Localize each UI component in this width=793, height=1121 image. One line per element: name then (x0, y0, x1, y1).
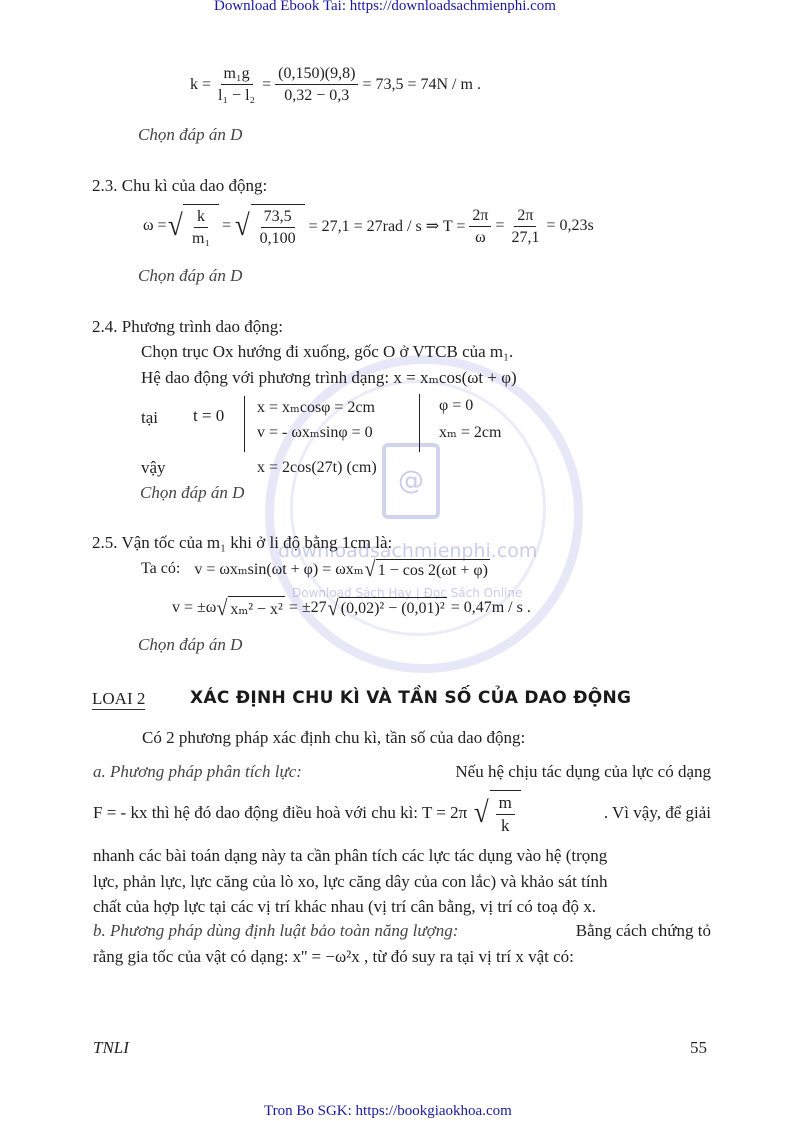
sqrt-body: (0,02)² − (0,01)² (339, 597, 447, 618)
cond-line: x = xₘcosφ = 2cm (257, 399, 375, 416)
x-equation: x = 2cos(27t) (cm) (257, 459, 377, 476)
t-result: = 0,23s (546, 217, 594, 235)
k-label: k = (190, 75, 212, 93)
t0-label: t = 0 (193, 406, 225, 425)
watermark-tagline: Download Sách Hay | Đọc Sách Online (292, 586, 523, 600)
formula-text: F = - kx thì hệ đó dao động điều hoà với chu kì: T = 2π (93, 803, 468, 823)
paragraph-line: lực, phản lực, lực căng của lò xo, lực căng dây của con lắc) và khảo sát tính (93, 872, 608, 891)
v-expr: v = ωxₘsin(ωt + φ) = ωxₘ (194, 561, 364, 578)
paragraph-line: rằng gia tốc của vật có dạng: x'' = −ω²x , từ đó suy ra tại vị trí x vật có: (93, 947, 574, 966)
frac-den: ω (475, 228, 486, 246)
system-bar-right (419, 394, 420, 452)
frac-den: l₁ − l₂ (218, 87, 256, 105)
cond-result: xₘ = 2cm (439, 424, 502, 441)
sqrt-body: xₘ² − x² (228, 596, 284, 619)
section-title: 2.5. Vận tốc của m₁ khi ở li độ bằng 1cm là: (92, 533, 393, 552)
header-link[interactable]: Download Ebook Tai: https://downloadsachmienphi.com (214, 0, 556, 14)
paragraph-line: chất của hợp lực tại các vị trí khác nhau (vị trí cân bằng, vị trí có toạ độ x. (93, 897, 596, 916)
sqrt-body: 1 − cos 2(ωt + φ) (376, 559, 490, 580)
intro-line: Có 2 phương pháp xác định chu kì, tần số của dao động: (142, 728, 526, 747)
v-result: = 0,47m / s . (450, 598, 531, 616)
watermark-site: downloadsachmienphi.com (278, 540, 538, 562)
frac-num: 2π (469, 206, 491, 227)
formula-line: F = - kx thì hệ đó dao động điều hoà với chu kì: T = 2π √ $\frac{m}{k}$ . Vì vậy, để giải (93, 790, 711, 837)
v-label: v = ±ω (172, 598, 217, 616)
frac-den: 0,100 (259, 230, 296, 248)
method-b-label: b. Phương pháp dùng định luật bảo toàn năng lượng: (93, 921, 459, 940)
frac-num: 73,5 (261, 207, 295, 228)
vay-label: vậy (141, 458, 166, 477)
frac-num: m₁g (221, 64, 253, 85)
section-title: 2.3. Chu kì của dao động: (92, 176, 268, 195)
method-a-text: Nếu hệ chịu tác dụng của lực có dạng (455, 762, 711, 781)
tai-label: tại (141, 408, 158, 427)
frac-den: k (501, 816, 510, 836)
footer-link[interactable]: Tron Bo SGK: https://bookgiaokhoa.com (264, 1103, 512, 1119)
answer-choice: Chọn đáp án D (140, 483, 245, 502)
method-b-text: Bằng cách chứng tỏ (575, 921, 711, 940)
taco-label: Ta có: (141, 560, 181, 577)
footer-left: TNLI (93, 1038, 129, 1057)
formula-after: . Vì vậy, để giải (603, 803, 711, 823)
v-equation-2: v = ±ω √ xₘ² − x² = ±27 √ (0,02)² − (0,01)² = 0,47m / s . (172, 594, 531, 620)
method-a-label: a. Phương pháp phân tích lực: (93, 762, 302, 781)
omega-equation: ω = √ $\frac{k}{\text{m₁}}$ = √ $\frac{73,5}{0,100}$ = 27,1 = 27rad / s ⇒ T = $\frac{2\pi}{\omega}$ = $\frac{2\pi}{27,1}$ = 0,23s (143, 204, 594, 248)
omega-mid: = 27,1 = 27rad / s ⇒ T = (308, 218, 466, 236)
watermark-book-icon: @ (382, 443, 440, 519)
system-bar-left (244, 396, 245, 452)
paragraph-line: nhanh các bài toán dạng này ta cần phân tích các lực tác dụng vào hệ (trọng (93, 846, 608, 865)
cond-result: φ = 0 (439, 397, 474, 414)
frac-den: 27,1 (511, 228, 540, 246)
method-b-line (93, 921, 711, 941)
loai-label: LOAI 2 (92, 689, 146, 708)
answer-choice: Chọn đáp án D (138, 635, 243, 654)
answer-choice: Chọn đáp án D (138, 266, 243, 285)
answer-choice: Chọn đáp án D (138, 125, 243, 144)
frac-den: m₁ (192, 230, 211, 248)
text-line: Chọn trục Ox hướng đi xuống, gốc O ở VTCB của m₁. (141, 342, 514, 361)
k-equation: k = $\frac{\text{m₁g}}{\text{l₁ − l₂}}$ = $\frac{(0,150)(9,8)}{0,32 - 0,3}$ = 73,5 = 74N / m . (190, 65, 481, 105)
v-equation-1: Ta có: v = ωxₘsin(ωt + φ) = ωxₘ √ 1 − cos 2(ωt + φ) (141, 556, 488, 581)
section-heading: XÁC ĐỊNH CHU KÌ VÀ TẦN SỐ CỦA DAO ĐỘNG (190, 688, 632, 708)
text-line: Hệ dao động với phương trình dạng: x = xₘcos(ωt + φ) (141, 368, 517, 387)
frac-num: k (194, 207, 208, 228)
page-number: 55 (690, 1038, 707, 1057)
omega-label: ω = (143, 217, 167, 235)
method-a-line (93, 762, 711, 782)
section-title: 2.4. Phương trình dao động: (92, 317, 284, 336)
v-mid: = ±27 (288, 598, 327, 616)
frac-num: (0,150)(9,8) (275, 64, 358, 85)
frac-den: 0,32 − 0,3 (284, 87, 350, 105)
frac-num: 2π (514, 206, 536, 227)
k-result: = 73,5 = 74N / m . (362, 75, 481, 93)
cond-line: v = - ωxₘsinφ = 0 (257, 424, 373, 441)
frac-num: m (496, 793, 515, 815)
